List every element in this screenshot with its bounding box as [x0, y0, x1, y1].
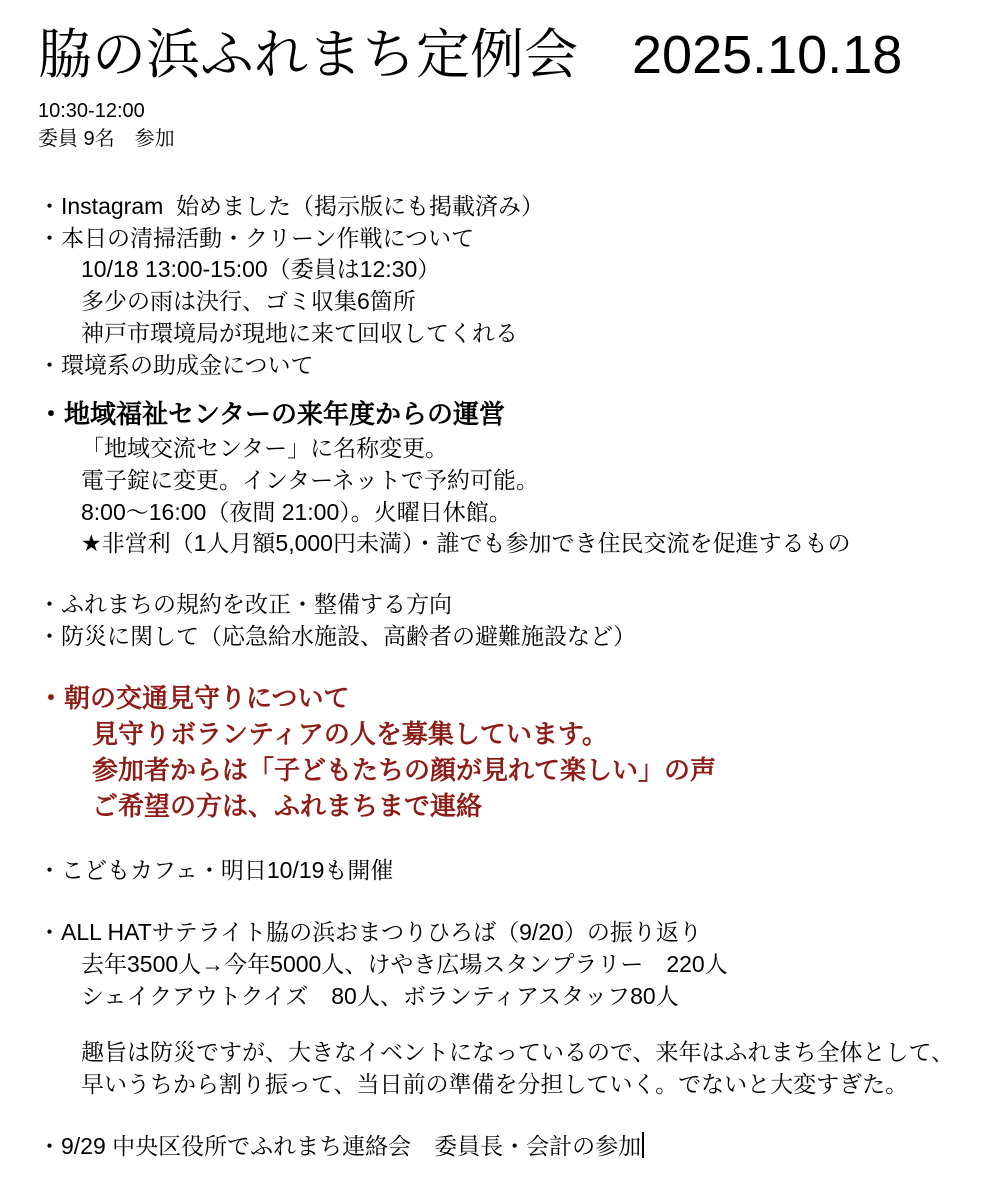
text-line: 早いうちから割り振って、当日前の準備を分担していく。でないと大変すぎた。	[81, 1071, 909, 1098]
emphasis-heading: ・朝の交通見守りについて	[38, 683, 350, 714]
text-line: 「地域交流センター」に名称変更。	[81, 435, 449, 462]
text-line: ★非営利（1人月額5,000円未満）・誰でも参加でき住民交流を促進するもの	[81, 530, 851, 557]
text-line: ・ALL HATサテライト脇の浜おまつりひろば（9/20）の振り返り	[38, 919, 702, 946]
text-line: 10/18 13:00-15:00（委員は12:30）	[81, 256, 441, 283]
section-heading: ・地域福祉センターの来年度からの運営	[38, 399, 505, 430]
text-line: 8:00〜16:00（夜間 21:00）。火曜日休館。	[81, 498, 512, 525]
text-line: ・Instagram 始めました（掲示版にも掲載済み）	[38, 193, 545, 219]
text-line: ・防災に関して（応急給水施設、高齢者の避難施設など）	[38, 622, 636, 649]
document-title: 脇の浜ふれまち定例会 2025.10.18	[38, 25, 903, 85]
spacer	[38, 1101, 972, 1131]
meeting-time: 10:30-12:00	[38, 100, 145, 122]
spacer	[38, 560, 972, 589]
section-announcements	[38, 191, 972, 381]
text-line: ・環境系の助成金について	[38, 351, 314, 378]
emphasis-line: 見守りボランティアの人を募集しています。	[92, 719, 608, 750]
text-line: ・こどもカフェ・明日10/19も開催	[38, 856, 394, 883]
spacer	[38, 153, 972, 191]
section-allhat	[38, 917, 972, 1012]
text-line: 多少の雨は決行、ゴミ収集6箇所	[81, 288, 416, 315]
spacer	[38, 381, 972, 396]
text-cursor	[642, 1132, 644, 1158]
section-misc	[38, 589, 972, 652]
section-traffic-watch	[38, 681, 972, 824]
text-line: ・本日の清掃活動・クリーン作戦について	[38, 224, 475, 251]
spacer	[38, 886, 972, 917]
text-line: 趣旨は防災ですが、大きなイベントになっているので、来年はふれまち全体として、	[81, 1039, 955, 1066]
text-line: 神戸市環境局が現地に来て回収してくれる	[81, 319, 518, 346]
emphasis-line: ご希望の方は、ふれまちまで連絡	[92, 790, 483, 821]
section-allhat-note	[38, 1037, 972, 1100]
text-line: シェイクアウトクイズ 80人、ボランティアスタッフ80人	[81, 982, 679, 1009]
text-line-content: ・9/29 中央区役所でふれまち連絡会 委員長・会計の参加	[38, 1132, 642, 1159]
section-renrakukai	[38, 1131, 972, 1163]
section-center-operation	[38, 396, 972, 560]
text-line: 電子錠に変更。インターネットで予約可能。	[81, 466, 539, 493]
text-line: 去年3500人→今年5000人、けやき広場スタンプラリー 220人	[81, 951, 728, 978]
spacer	[38, 1012, 972, 1037]
text-line	[38, 1131, 972, 1163]
section-kids-cafe	[38, 855, 972, 887]
spacer	[38, 652, 972, 681]
spacer	[38, 825, 972, 855]
attendance-line: 委員 9名 参加	[38, 127, 175, 150]
emphasis-line: 参加者からは「子どもたちの顔が見れて楽しい」の声	[92, 755, 717, 786]
text-line: ・ふれまちの規約を改正・整備する方向	[38, 591, 452, 618]
